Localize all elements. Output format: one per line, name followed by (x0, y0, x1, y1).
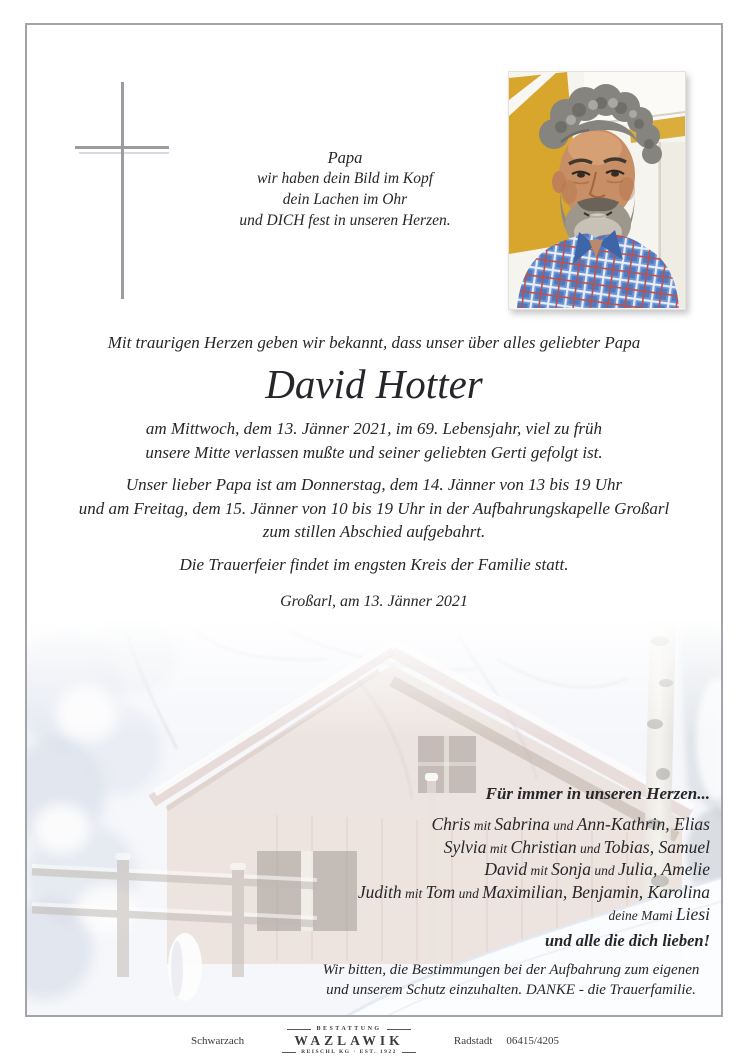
family-name: Liesi (675, 904, 710, 924)
deceased-name: David Hotter (265, 361, 483, 407)
announcement-paragraph (25, 473, 723, 544)
family-line-mother (358, 904, 710, 927)
family-name: Sabrina (494, 814, 550, 834)
announcement (25, 333, 723, 611)
covid-notice (312, 961, 710, 1000)
family-name: David (484, 859, 528, 879)
memorial-poem (175, 147, 515, 231)
logo-dash (387, 1029, 411, 1030)
family-name: Tobias, Samuel (603, 836, 710, 857)
logo-dash (282, 1052, 296, 1053)
family-name: Judith (357, 881, 402, 902)
family-closing: und alle die dich lieben! (545, 930, 710, 950)
family-name: Christian (510, 836, 577, 857)
family-name: Chris (431, 814, 471, 834)
announcement-paragraph: Die Trauerfeier findet im engsten Kreis der Familie statt. (179, 554, 569, 574)
paragraph-line: am Mittwoch, dem 13. Jänner 2021, im 69. Lebensjahr, viel zu früh (145, 419, 603, 438)
poem-line: wir haben dein Bild im Kopf (256, 170, 434, 187)
paragraph-line: unsere Mitte verlassen mußte und seiner geliebten Gerti gefolgt ist. (145, 442, 603, 462)
paragraph-line: und am Freitag, dem 15. Jänner von 10 bis 19 Uhr in der Aufbahrungskapelle Großarl (78, 498, 670, 518)
family-name: Ann-Kathrin, Elias (576, 814, 710, 834)
notice-line: Wir bitten, die Bestimmungen bei der Aufbahrung zum eigenen (322, 962, 700, 978)
memorial-cross-icon (121, 82, 124, 299)
family-name: Sonja (551, 859, 591, 879)
paragraph-line: zum stillen Abschied aufgebahrt. (262, 522, 486, 541)
announcement-intro: Mit traurigen Herzen geben wir bekannt, dass unser über alles geliebter Papa (107, 333, 641, 352)
family-connector: mit (486, 840, 511, 856)
family-connector: und (590, 863, 618, 878)
funeral-home-footer (0, 1026, 750, 1055)
logo-dash (402, 1052, 416, 1053)
family-name: Maximilian, Benjamin, Karolina (482, 881, 710, 902)
family-name: Sylvia (443, 836, 487, 857)
footer-place-right: Radstadt (453, 1034, 493, 1047)
logo-sub-text: REISCHL KG · EST. 1922 (301, 1048, 397, 1055)
poem-line: dein Lachen im Ohr (282, 191, 408, 208)
family-line (358, 859, 710, 882)
cross-shadow (79, 152, 169, 154)
family-connector: und (455, 885, 483, 901)
paragraph-line: Unser lieber Papa ist am Donnerstag, dem 14. Jänner von 13 bis 19 Uhr (125, 475, 623, 494)
footer-phone: 06415/4205 (506, 1034, 559, 1047)
family-connector: und (576, 840, 604, 856)
family-connector: mit (401, 885, 426, 901)
family-connector: mit (527, 863, 552, 878)
family-name: Tom (425, 881, 456, 902)
family-name: Julia, Amelie (617, 859, 710, 879)
portrait-photo (508, 71, 686, 310)
logo-top-text: BESTATTUNG (316, 1026, 382, 1032)
family-connector: und (549, 818, 577, 833)
family-line (358, 882, 710, 905)
family-block (358, 784, 710, 951)
poem-title: Papa (327, 148, 363, 167)
logo-main-text: WAZLAWIK (294, 1033, 404, 1048)
funeral-home-logo (282, 1026, 416, 1055)
place-date-line: Großarl, am 13. Jänner 2021 (280, 593, 468, 610)
announcement-paragraph (25, 417, 723, 464)
notice-line: und unserem Schutz einzuhalten. DANKE - die Trauerfamilie. (326, 981, 696, 998)
family-line (358, 837, 710, 860)
family-heading: Für immer in unseren Herzen... (485, 784, 710, 803)
family-connector: deine Mami (608, 908, 676, 923)
poem-line: und DICH fest in unseren Herzen. (239, 212, 451, 229)
footer-place-left: Schwarzach (191, 1034, 245, 1047)
family-line (358, 814, 710, 837)
family-connector: mit (470, 818, 495, 833)
logo-dash (287, 1029, 311, 1030)
footer-right (454, 1035, 559, 1047)
portrait-graphic (509, 72, 685, 308)
memorial-cross-icon (75, 146, 169, 149)
